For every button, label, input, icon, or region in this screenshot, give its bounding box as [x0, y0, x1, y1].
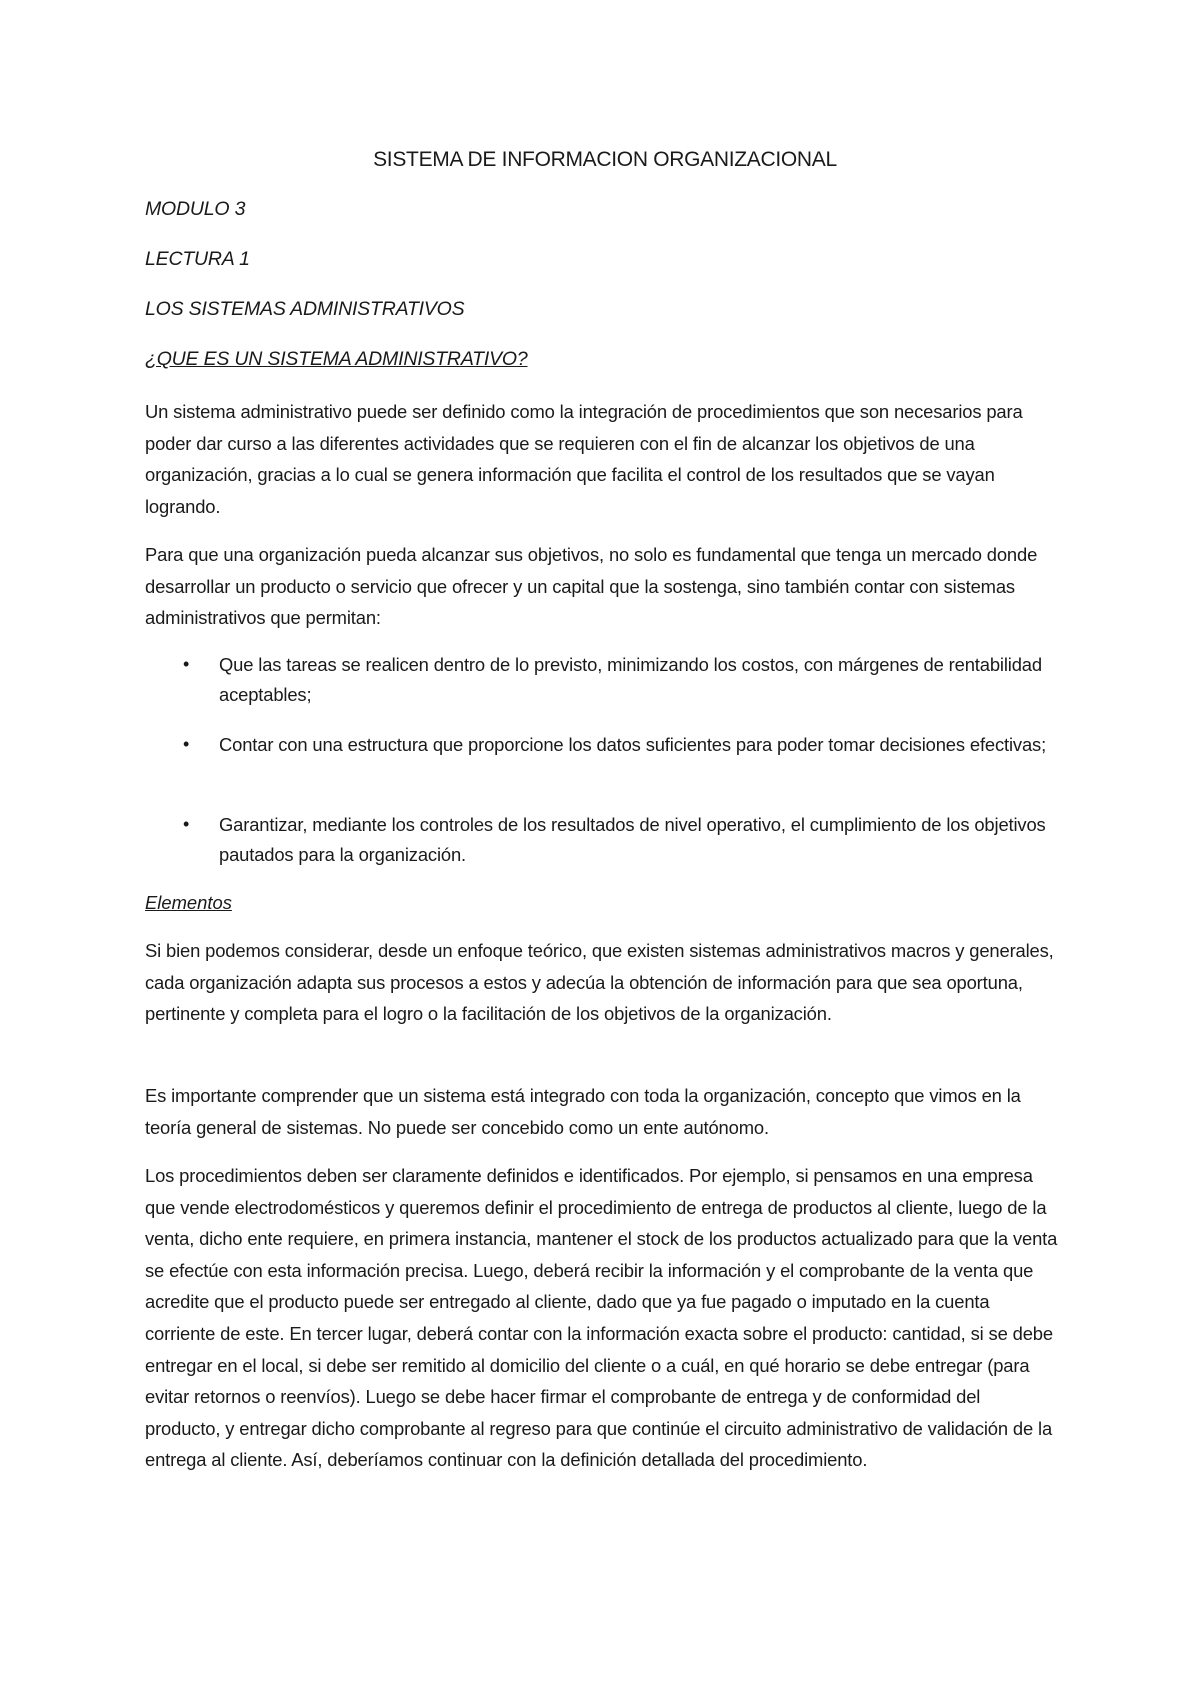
intro-paragraph: Un sistema administrativo puede ser definido como la integración de procedimientos que son necesarios para poder dar curso a las diferentes actividades que se requieren con el fin de alcanzar los objetivos de una organización, gracias a lo cual se genera información que facilita el control de los resultados que se vayan logrando.: [145, 401, 1023, 517]
elements-paragraph-1: Si bien podemos considerar, desde un enfoque teórico, que existen sistemas administrativos macros y generales, cada organización adapta sus procesos a estos y adecúa la obtención de información para que sea oportuna, pertinente y completa para el logro o la facilitación de los objetivos de la organización.: [145, 940, 1054, 1025]
objectives-paragraph: Para que una organización pueda alcanzar sus objetivos, no solo es fundamental que tenga un mercado donde desarrollar un producto o servicio que ofrecer y un capital que la sostenga, sino también contar con sistemas administrativos que permitan:: [145, 544, 1038, 629]
bullet-icon: •: [183, 734, 190, 754]
bullet-icon: •: [183, 654, 190, 674]
list-item-text: Garantizar, mediante los controles de los resultados de nivel operativo, el cumplimiento de los objetivos pautados para la organización.: [219, 814, 1046, 865]
section-heading: LOS SISTEMAS ADMINISTRATIVOS: [145, 298, 465, 320]
question-heading: ¿QUE ES UN SISTEMA ADMINISTRATIVO?: [145, 348, 528, 370]
module-heading: MODULO 3: [145, 198, 246, 220]
elements-paragraph-2: Es importante comprender que un sistema está integrado con toda la organización, concepto que vimos en la teoría general de sistemas. No puede ser concebido como un ente autónomo.: [145, 1085, 1021, 1138]
reading-heading: LECTURA 1: [145, 248, 250, 270]
bullet-icon: •: [183, 814, 190, 834]
elements-subheading: Elementos: [145, 892, 232, 913]
elements-paragraph-3: Los procedimientos deben ser claramente definidos e identificados. Por ejemplo, si pensamos en una empresa que vende electrodomésticos y queremos definir el procedimiento de entrega de productos al cliente, luego de la venta, dicho ente requiere, en primera instancia, mantener el stock de los productos actualizado para que la venta se efectúe con esta información precisa. Luego, deberá recibir la información y el comprobante de la venta que acredite que el producto puede ser entregado al cliente, dado que ya fue pagado o imputado en la cuenta corriente de este. En tercer lugar, deberá contar con la información exacta sobre el producto: cantidad, si se debe entregar en el local, si debe ser remitido al domicilio del cliente o a cuál, en qué horario se debe entregar (para evitar retornos o reenvíos). Luego se debe hacer firmar el comprobante de entrega y de conformidad del producto, y entregar dicho comprobante al regreso para que continúe el circuito administrativo de validación de la entrega al cliente. Así, deberíamos continuar con la definición detallada del procedimiento.: [145, 1165, 1058, 1471]
list-item-text: Que las tareas se realicen dentro de lo previsto, minimizando los costos, con márgenes de rentabilidad aceptables;: [219, 654, 1042, 705]
list-item-text: Contar con una estructura que proporcione los datos suficientes para poder tomar decisiones efectivas;: [219, 734, 1047, 755]
document-title: SISTEMA DE INFORMACION ORGANIZACIONAL: [373, 148, 837, 171]
